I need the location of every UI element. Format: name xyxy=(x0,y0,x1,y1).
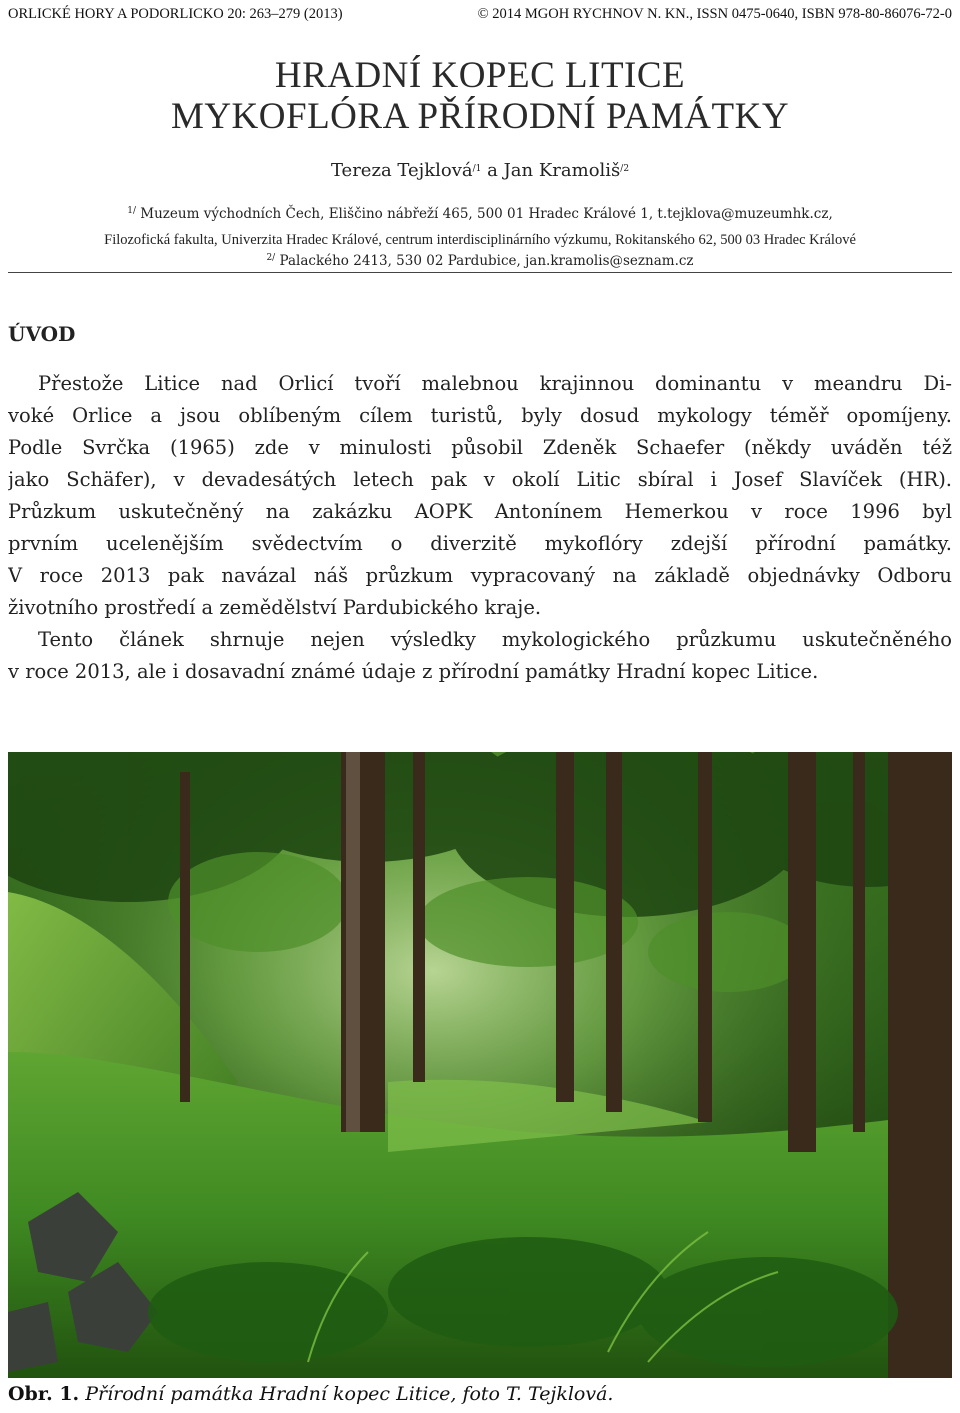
author-2-affiliation-mark: /2 xyxy=(620,164,630,174)
body-line: životního prostředí a zemědělství Pardubického kraje. xyxy=(8,596,542,619)
body-line: Přestože Litice nad Orlicí tvoří malebnou krajinnou dominantu v meandru Di- xyxy=(38,372,952,395)
figure-caption-text: Přírodní památka Hradní kopec Litice, foto T. Tejklová. xyxy=(79,1383,614,1405)
body-line: jako Schäfer), v devadesátých letech pak v okolí Litic sbíral i Josef Slavíček (HR). xyxy=(8,468,952,491)
affiliation-1 xyxy=(0,206,960,222)
affiliation-2-mark: 2/ xyxy=(266,253,276,263)
forest-photo-illustration xyxy=(8,752,952,1378)
affiliation-1-mark: 1/ xyxy=(127,206,136,216)
affiliation-1-continued: Filozofická fakulta, Univerzita Hradec Králové, centrum interdisciplinárního výzkumu, Rokitanského 62, 500 03 Hradec Králové xyxy=(104,232,856,248)
affiliation-2-text: Palackého 2413, 530 02 Pardubice, jan.kramolis@seznam.cz xyxy=(275,253,694,269)
body-line: Tento článek shrnuje nejen výsledky mykologického průzkumu uskutečněného xyxy=(38,628,952,651)
body-line: prvním ucelenějším svědectvím o diverzitě mykoflóry zdejší přírodní památky. xyxy=(8,532,952,555)
author-1: Tereza Tejklová xyxy=(330,160,473,181)
title-line-1: HRADNÍ KOPEC LITICE xyxy=(274,55,686,96)
author-conjunction: a xyxy=(481,160,504,181)
copyright-isbn: © 2014 MGOH RYCHNOV N. KN., ISSN 0475-0640, ISBN 978-80-86076-72-0 xyxy=(477,6,952,22)
figure-label: Obr. 1. xyxy=(8,1383,80,1405)
body-line: Průzkum uskutečněný na zakázku AOPK Antonínem Hemerkou v roce 1996 byl xyxy=(8,500,952,523)
body-line: voké Orlice a jsou oblíbeným cílem turistů, byly dosud mykology téměř opomíjeny. xyxy=(8,404,952,427)
body-line: Podle Svrčka (1965) zde v minulosti působil Zdeněk Schaefer (někdy uváděn též xyxy=(8,436,952,459)
title-line-2: MYKOFLÓRA PŘÍRODNÍ PAMÁTKY xyxy=(170,96,790,137)
author-2: Jan Kramoliš xyxy=(503,160,621,181)
intro-paragraphs xyxy=(8,368,952,688)
header-divider xyxy=(8,272,952,273)
affiliation-1-text: Muzeum východních Čech, Eliščino nábřeží 465, 500 01 Hradec Králové 1, t.tejklova@muzeumhk.cz, xyxy=(136,206,833,222)
author-1-affiliation-mark: /1 xyxy=(472,164,482,174)
body-line: V roce 2013 pak navázal náš průzkum vypracovaný na základě objednávky Odboru xyxy=(8,564,952,587)
affiliation-2 xyxy=(0,253,960,269)
forest-photo xyxy=(8,752,952,1378)
section-heading: ÚVOD xyxy=(8,322,76,346)
body-line: v roce 2013, ale i dosavadní známé údaje z přírodní památky Hradní kopec Litice. xyxy=(8,660,819,683)
authors xyxy=(0,160,960,181)
journal-citation: ORLICKÉ HORY A PODORLICKO 20: 263–279 (2013) xyxy=(8,6,343,22)
figure-caption xyxy=(8,1383,613,1405)
running-header xyxy=(8,6,952,26)
